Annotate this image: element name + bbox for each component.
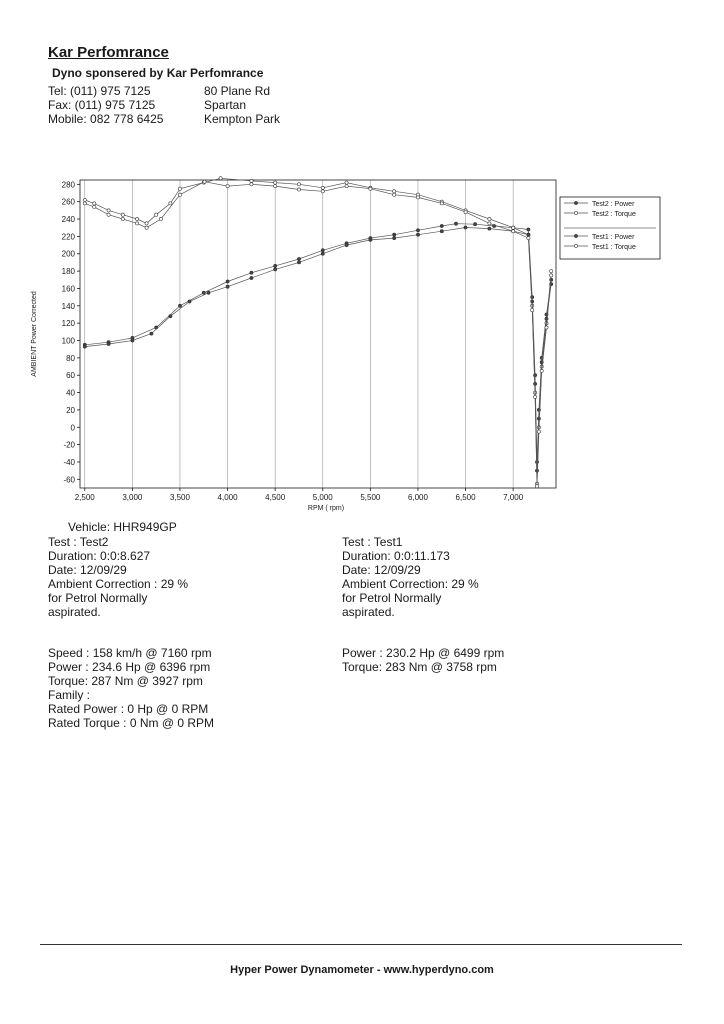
data-point [297,188,300,191]
data-point [107,213,110,216]
data-point [393,233,396,236]
data-point [274,181,277,184]
data-point [169,315,172,318]
legend-entry: Test1 : Torque [592,244,636,251]
data-point [527,237,530,240]
series-line [85,182,551,487]
test2-family: Family : [48,688,90,702]
legend-entry: Test1 : Power [592,234,635,241]
data-point [145,222,148,225]
data-point [274,264,277,267]
legend-swatch-marker [574,211,577,214]
x-tick-label: 3,000 [122,493,143,502]
y-tick-label: 140 [61,301,75,311]
test2-duration: Duration: 0:0:8.627 [48,549,151,563]
legend-swatch-marker [574,244,577,247]
legend-entry: Test2 : Power [592,201,635,208]
test2-name: Test : Test2 [48,535,109,549]
x-tick-label: 6,000 [407,493,428,502]
series-test1-torque [83,180,553,488]
data-point [136,222,139,225]
data-point [440,202,443,205]
data-point [321,190,324,193]
test2-power: Power : 234.6 Hp @ 6396 rpm [48,660,211,674]
y-tick-label: 0 [70,423,75,433]
test1-torque: Torque: 283 Nm @ 3758 rpm [342,660,497,674]
tel-text: Tel: (011) 975 7125 [48,84,151,98]
test2-aspirated: aspirated. [48,605,101,619]
data-point [488,217,491,220]
data-point [107,209,110,212]
data-point [345,185,348,188]
series-test1-power [83,226,553,472]
data-point [83,202,86,205]
data-point [226,285,229,288]
data-point [345,181,348,184]
data-point [274,268,277,271]
x-tick-label: 4,000 [217,493,238,502]
company-title: Kar Perfomrance [48,44,169,61]
address-line-3: Kempton Park [204,112,281,126]
data-point [531,300,534,303]
test2-ambient: Ambient Correction : 29 % [48,577,189,591]
data-point [321,186,324,189]
vehicle-label: Vehicle: HHR949GP [68,520,177,534]
test2-rated-torque: Rated Torque : 0 Nm @ 0 RPM [48,716,215,730]
data-point [474,223,477,226]
legend-swatch-marker [574,234,577,237]
data-point [440,224,443,227]
test1-aspirated: aspirated. [342,605,395,619]
data-point [202,291,205,294]
test2-date: Date: 12/09/29 [48,563,127,577]
company-subtitle: Dyno sponsered by Kar Perfomrance [52,66,264,80]
data-point [454,222,457,225]
series-test2-power [83,222,553,464]
data-point [345,244,348,247]
data-point [545,326,548,329]
data-point [535,485,538,488]
test1-results [342,646,504,674]
x-tick-label: 6,500 [455,493,476,502]
data-point [297,261,300,264]
data-point [83,345,86,348]
mobile-text: Mobile: 082 778 6425 [48,112,164,126]
data-point [250,276,253,279]
data-point [512,226,515,229]
data-point [550,274,553,277]
data-point [369,187,372,190]
address-line-1: 80 Plane Rd [204,84,271,98]
test1-petrol: for Petrol Normally [342,591,442,605]
data-point [534,395,537,398]
data-point [107,342,110,345]
x-tick-label: 5,500 [360,493,381,502]
y-tick-label: 220 [61,232,75,242]
data-point [121,217,124,220]
y-tick-label: 80 [66,353,75,363]
y-tick-label: -20 [63,440,75,450]
data-point [297,257,300,260]
y-tick-label: 200 [61,249,75,259]
data-point [159,217,162,220]
x-tick-label: 5,000 [312,493,333,502]
data-point [537,417,540,420]
data-point [188,300,191,303]
y-tick-label: -60 [63,475,75,485]
test1-ambient: Ambient Correction: 29 % [342,577,479,591]
data-point [416,196,419,199]
data-point [321,252,324,255]
data-point [178,193,181,196]
data-point [83,198,86,201]
series-line [85,228,551,471]
data-point [393,237,396,240]
y-tick-label: 280 [61,180,75,190]
data-point [416,233,419,236]
data-point [121,213,124,216]
test1-duration: Duration: 0:0:11.173 [342,549,450,563]
data-point [488,222,491,225]
data-point [178,304,181,307]
data-point [150,332,153,335]
y-tick-label: 260 [61,197,75,207]
test2-results [48,646,214,730]
data-point [512,230,515,233]
data-point [464,226,467,229]
y-tick-label: -40 [63,457,75,467]
data-point [393,193,396,196]
series-test2-torque [83,177,553,486]
data-point [534,382,537,385]
data-point [527,228,530,231]
x-axis-label: RPM ( rpm) [307,505,345,512]
x-tick-label: 7,000 [503,493,524,502]
legend-swatch-marker [574,201,577,204]
test1-details [342,535,479,619]
data-point [136,217,139,220]
data-point [297,183,300,186]
data-point [464,211,467,214]
series-line [85,178,551,483]
x-tick-label: 2,500 [74,493,95,502]
data-point [207,291,210,294]
data-point [537,430,540,433]
data-point [203,180,206,183]
footer-text: Hyper Power Dynamometer - www.hyperdyno.com [230,964,494,976]
y-axis-label: AMBIENT Power Corrected [31,291,38,377]
data-point [155,213,158,216]
data-point [250,179,253,182]
test2-torque: Torque: 287 Nm @ 3927 rpm [48,674,203,688]
data-point [321,249,324,252]
data-point [531,309,534,312]
test2-petrol: for Petrol Normally [48,591,148,605]
data-point [93,202,96,205]
data-point [416,229,419,232]
data-point [178,187,181,190]
data-point [369,238,372,241]
data-point [250,271,253,274]
series-line [85,224,551,462]
data-point [145,226,148,229]
data-point [169,202,172,205]
test1-name: Test : Test1 [342,535,403,549]
x-tick-label: 4,500 [265,493,286,502]
y-tick-label: 180 [61,267,75,277]
data-point [250,183,253,186]
test2-details [48,535,188,619]
address-line-2: Spartan [204,98,247,112]
y-tick-label: 120 [61,319,75,329]
legend-entry: Test2 : Torque [592,211,636,218]
data-point [226,280,229,283]
legend [560,197,660,259]
data-point [488,227,491,230]
fax-text: Fax: (011) 975 7125 [48,98,156,112]
x-tick-label: 3,500 [169,493,190,502]
y-tick-label: 60 [66,371,75,381]
test1-date: Date: 12/09/29 [342,563,421,577]
data-point [226,185,229,188]
data-point [540,369,543,372]
data-point [274,185,277,188]
data-point [393,190,396,193]
y-tick-label: 40 [66,388,75,398]
data-point [440,230,443,233]
y-tick-label: 160 [61,284,75,294]
test1-power: Power : 230.2 Hp @ 6499 rpm [342,646,505,660]
data-point [93,205,96,208]
y-tick-label: 20 [66,405,75,415]
test2-rated-power: Rated Power : 0 Hp @ 0 RPM [48,702,209,716]
footer-divider [40,944,682,945]
data-point [219,177,222,180]
test2-speed: Speed : 158 km/h @ 7160 rpm [48,646,212,660]
y-tick-label: 100 [61,336,75,346]
data-point [131,339,134,342]
data-point [527,233,530,236]
data-point [550,270,553,273]
y-tick-label: 240 [61,215,75,225]
